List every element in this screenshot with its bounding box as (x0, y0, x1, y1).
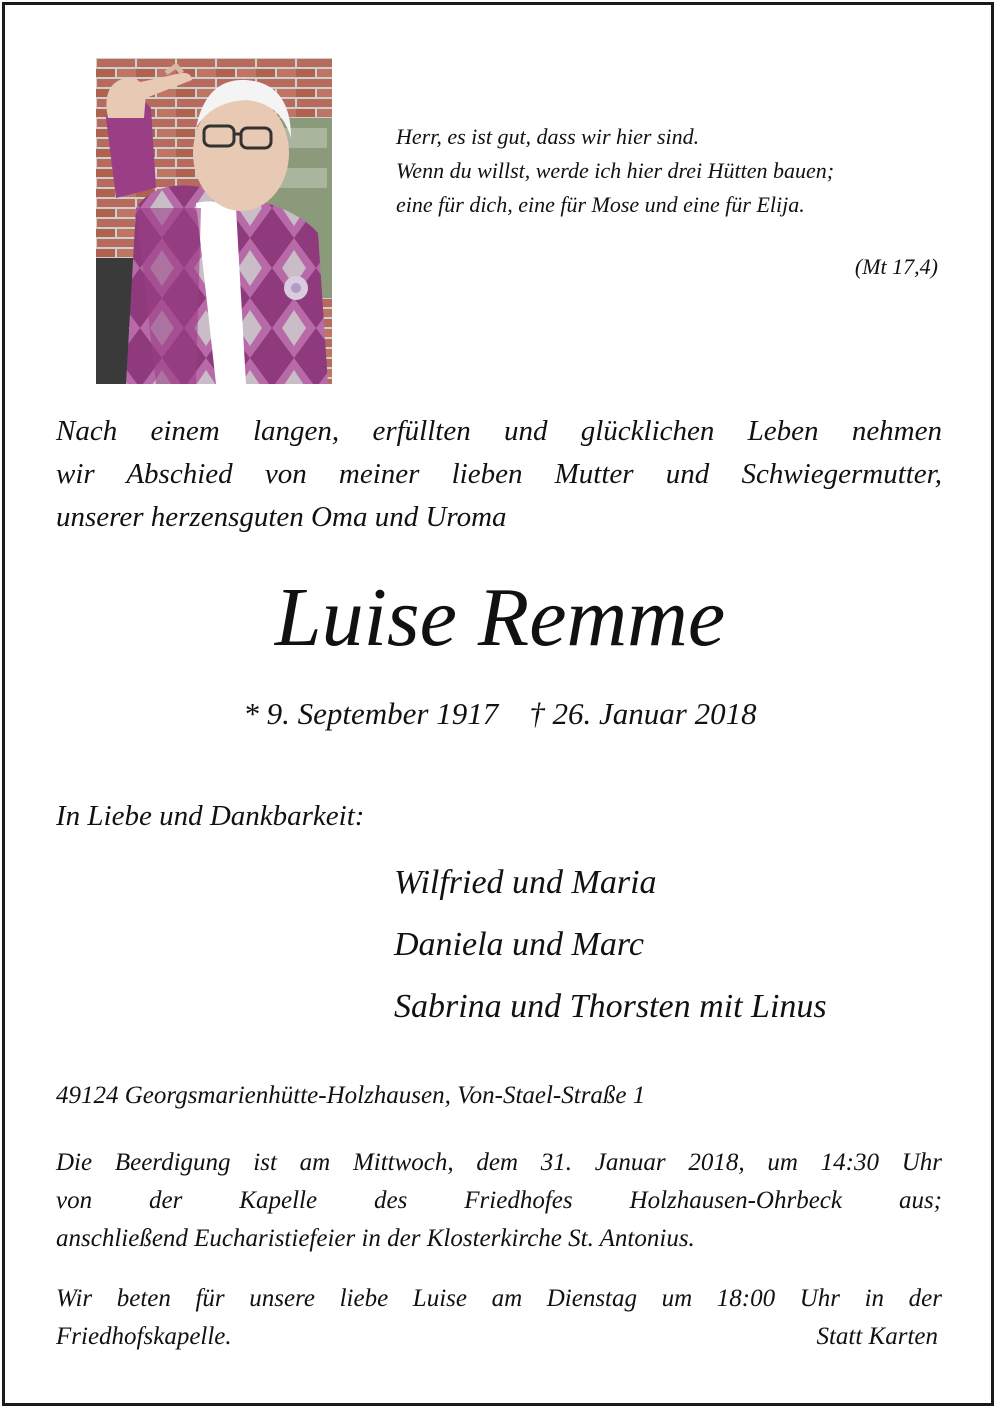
mourner-name: Sabrina und Thorsten mit Linus (394, 988, 827, 1025)
intro-line: Nach einem langen, erfüllten und glücklichen Leben nehmen (56, 415, 942, 447)
funeral-line: Die Beerdigung ist am Mittwoch, dem 31. Januar 2018, um 14:30 Uhr (56, 1149, 942, 1176)
deceased-name: Luise Remme (274, 571, 726, 664)
mourners-heading: In Liebe und Dankbarkeit: (56, 800, 365, 832)
mourners-list (394, 852, 827, 1038)
prayer-notice (56, 1280, 942, 1356)
verse-line: Herr, es ist gut, dass wir hier sind. (396, 124, 700, 149)
prayer-line: Wir beten für unsere liebe Luise am Dienstag um 18:00 Uhr in der (56, 1285, 942, 1312)
intro-line: unserer herzensguten Oma und Uroma (56, 501, 507, 533)
family-address: 49124 Georgsmarienhütte-Holzhausen, Von-Stael-Straße 1 (56, 1082, 646, 1109)
life-dates: * 9. September 1917 † 26. Januar 2018 (243, 696, 757, 731)
intro-line: wir Abschied von meiner lieben Mutter und Schwiegermutter, (56, 458, 942, 490)
verse-reference: (Mt 17,4) (854, 254, 938, 279)
verse-line: Wenn du willst, werde ich hier drei Hütten bauen; (396, 158, 835, 183)
prayer-line: Friedhofskapelle. (56, 1323, 232, 1350)
verse-line: eine für dich, eine für Mose und eine für Elija. (396, 192, 805, 217)
mourner-name: Wilfried und Maria (394, 864, 657, 901)
funeral-notice (56, 1144, 942, 1258)
intro-text (56, 410, 942, 539)
funeral-line: von der Kapelle des Friedhofes Holzhausen-Ohrbeck aus; (56, 1187, 942, 1214)
funeral-line: anschließend Eucharistiefeier in der Klosterkirche St. Antonius. (56, 1225, 695, 1252)
statt-karten-note: Statt Karten (816, 1323, 938, 1350)
mourner-name: Daniela und Marc (394, 926, 644, 963)
portrait-photo (96, 58, 332, 384)
bible-verse (396, 120, 956, 222)
prayer-last-row (56, 1318, 942, 1356)
